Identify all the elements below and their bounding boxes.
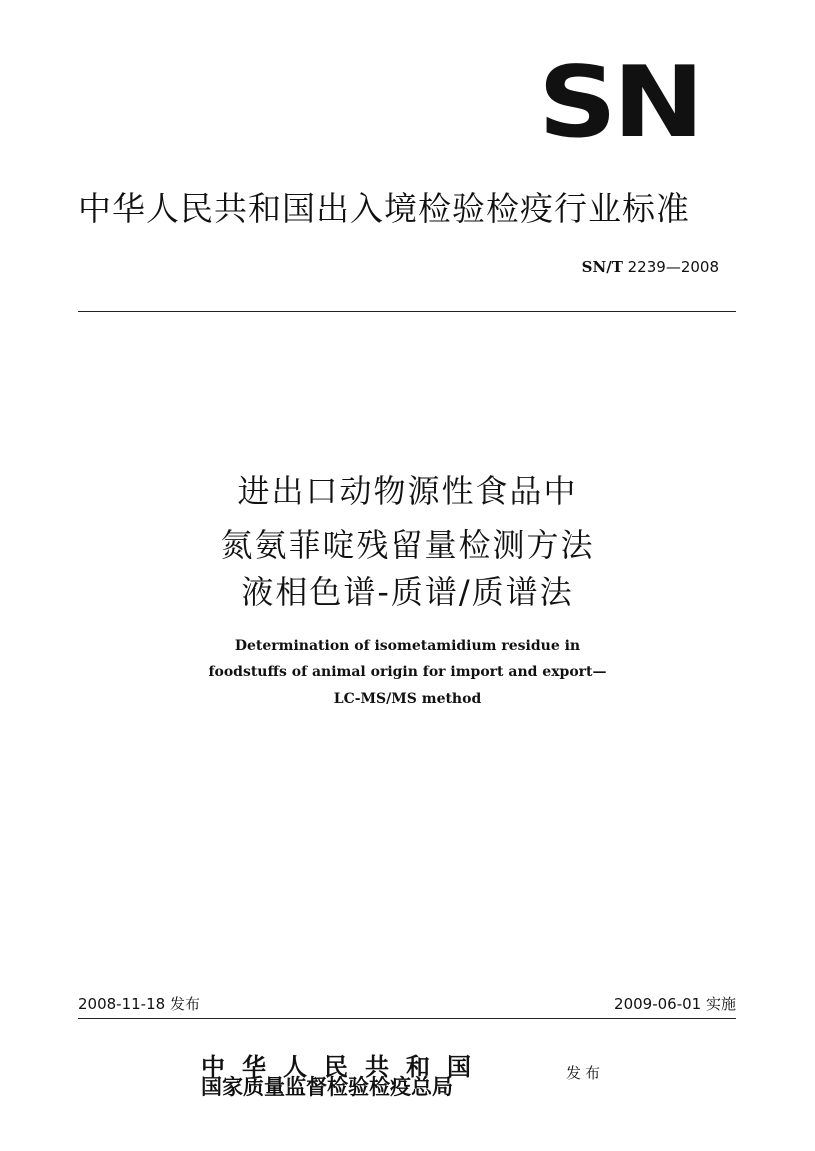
issue-date: 2008-11-18 发布	[78, 995, 200, 1013]
title-cn-line-3: 液相色谱-质谱/质谱法	[241, 573, 574, 611]
sn-logo: SN	[538, 46, 700, 160]
title-en-line-2: foodstuffs of animal origin for import and export—	[208, 664, 607, 680]
title-cn-line-1: 进出口动物源性食品中	[237, 472, 578, 510]
bottom-divider	[78, 1018, 736, 1019]
standard-type-heading: 中华人民共和国出入境检验检疫行业标准	[78, 189, 690, 228]
title-en-line-1: Determination of isometamidium residue in	[234, 638, 581, 654]
publisher-line-2: 国家质量监督检验检疫总局	[201, 1074, 453, 1099]
standard-code-number: 2239—2008	[627, 258, 719, 276]
standard-code	[582, 258, 719, 276]
publisher-line-1: 中华人民共和国	[201, 1052, 488, 1081]
standard-code-prefix: SN/T	[581, 258, 623, 276]
implementation-date: 2009-06-01 实施	[614, 995, 736, 1013]
title-cn-line-2: 氮氨菲啶残留量检测方法	[220, 526, 595, 564]
title-en-line-3: LC-MS/MS method	[333, 691, 482, 707]
publisher-label: 发布	[566, 1064, 605, 1082]
top-divider	[78, 311, 736, 312]
